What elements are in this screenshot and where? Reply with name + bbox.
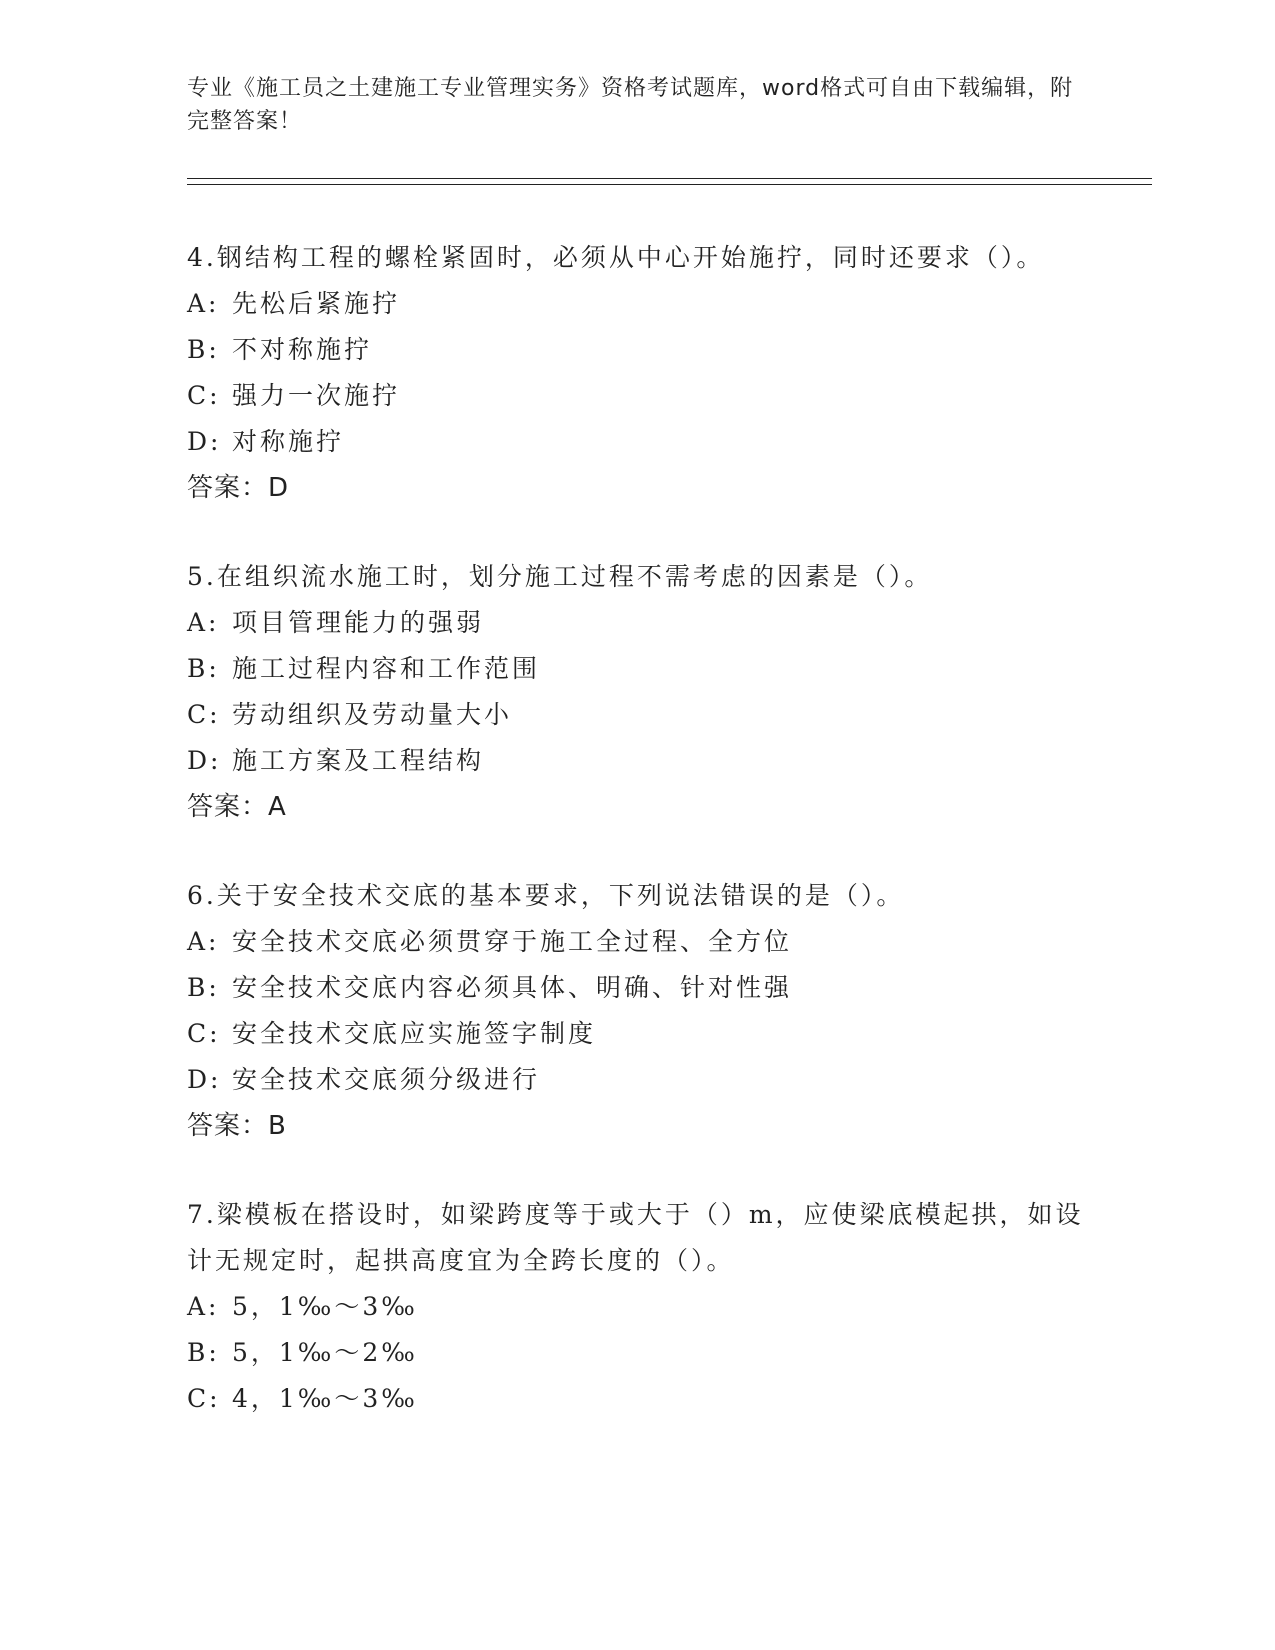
option-a [187, 1284, 1087, 1330]
question-stem: 4.钢结构工程的螺栓紧固时，必须从中心开始施拧，同时还要求（）。 [187, 243, 1045, 272]
option-b [187, 327, 1087, 373]
option-key: B: [187, 654, 220, 683]
option-a [187, 600, 1087, 646]
option-c [187, 1011, 1087, 1057]
option-text: 劳动组织及劳动量大小 [232, 700, 513, 729]
option-key: C: [187, 700, 221, 729]
option-b [187, 965, 1087, 1011]
question-list [187, 235, 1087, 1465]
option-text: 强力一次施拧 [232, 381, 401, 410]
question-stem: 5.在组织流水施工时，划分施工过程不需考虑的因素是（）。 [187, 562, 933, 591]
answer-line: 答案：B [187, 1111, 287, 1141]
option-key: C: [187, 381, 221, 410]
option-key: D: [187, 427, 222, 456]
option-key: D: [187, 1065, 222, 1094]
option-c [187, 373, 1087, 419]
option-key: B: [187, 335, 220, 364]
option-a [187, 919, 1087, 965]
option-c [187, 1376, 1087, 1422]
option-d [187, 738, 1087, 784]
option-d [187, 1057, 1087, 1103]
option-text: 先松后紧施拧 [232, 289, 401, 318]
option-text: 对称施拧 [232, 427, 345, 456]
question-5 [187, 554, 1087, 830]
option-text: 5，1‰～3‰ [232, 1292, 418, 1321]
option-text: 项目管理能力的强弱 [232, 608, 485, 637]
option-text: 5，1‰～2‰ [232, 1338, 418, 1367]
option-c [187, 692, 1087, 738]
option-text: 4，1‰～3‰ [232, 1384, 418, 1413]
option-a [187, 281, 1087, 327]
answer-line: 答案：D [187, 473, 290, 503]
option-key: A: [187, 1292, 220, 1321]
option-text: 安全技术交底必须贯穿于施工全过程、全方位 [232, 927, 793, 956]
option-key: C: [187, 1019, 221, 1048]
question-4 [187, 235, 1087, 511]
question-stem: 6.关于安全技术交底的基本要求，下列说法错误的是（）。 [187, 881, 905, 910]
option-b [187, 1330, 1087, 1376]
option-key: A: [187, 289, 220, 318]
option-text: 安全技术交底须分级进行 [232, 1065, 541, 1094]
option-text: 施工方案及工程结构 [232, 746, 485, 775]
question-6 [187, 873, 1087, 1149]
answer-line: 答案：A [187, 792, 287, 822]
question-stem: 7.梁模板在搭设时，如梁跨度等于或大于（）m，应使梁底模起拱，如设计无规定时，起拱高度宜为全跨长度的（）。 [187, 1200, 1084, 1275]
option-text: 不对称施拧 [232, 335, 373, 364]
option-text: 安全技术交底内容必须具体、明确、针对性强 [232, 973, 793, 1002]
option-text: 安全技术交底应实施签字制度 [232, 1019, 597, 1048]
option-key: C: [187, 1384, 221, 1413]
option-key: A: [187, 927, 220, 956]
option-text: 施工过程内容和工作范围 [232, 654, 541, 683]
option-key: B: [187, 973, 220, 1002]
option-key: D: [187, 746, 222, 775]
question-7 [187, 1192, 1087, 1422]
option-b [187, 646, 1087, 692]
option-d [187, 419, 1087, 465]
option-key: B: [187, 1338, 220, 1367]
document-header: 专业《施工员之土建施工专业管理实务》资格考试题库，word格式可自由下载编辑，附完整答案！ [187, 76, 1074, 134]
option-key: A: [187, 608, 220, 637]
header-divider [187, 178, 1152, 185]
